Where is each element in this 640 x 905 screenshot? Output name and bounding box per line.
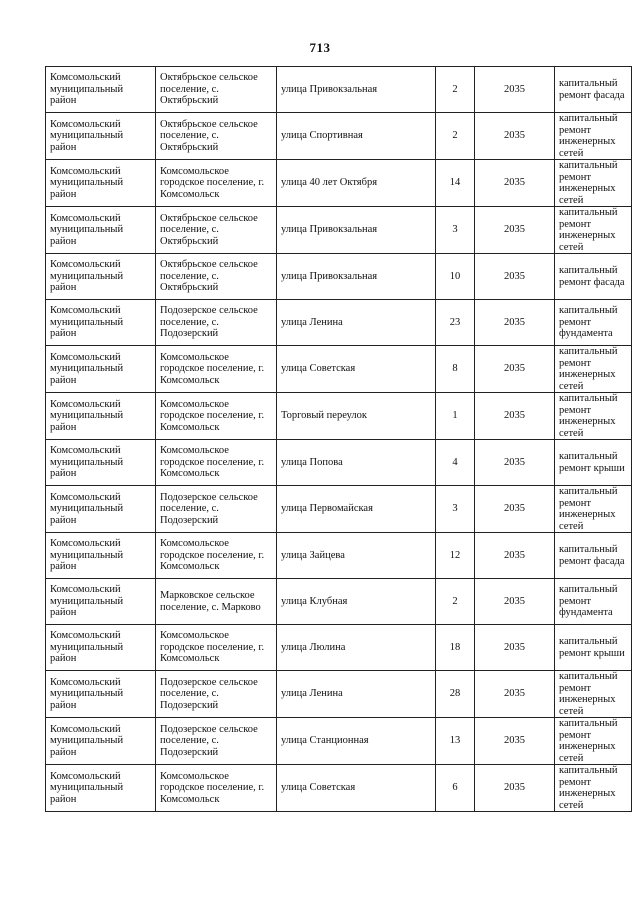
table-row xyxy=(46,579,632,625)
street-cell: улица Люлина xyxy=(277,625,436,671)
district-cell: Комсомольский муниципальный район xyxy=(46,625,156,671)
street-cell: улица Привокзальная xyxy=(277,254,436,300)
house-number-cell: 13 xyxy=(436,718,475,765)
district-cell: Комсомольский муниципальный район xyxy=(46,393,156,440)
house-number-cell: 10 xyxy=(436,254,475,300)
district-cell: Комсомольский муниципальный район xyxy=(46,113,156,160)
work-type-cell: капитальный ремонт фасада xyxy=(555,254,632,300)
work-type-cell: капитальный ремонт инженерных сетей xyxy=(555,207,632,254)
work-type-cell: капитальный ремонт инженерных сетей xyxy=(555,765,632,812)
year-cell: 2035 xyxy=(475,67,555,113)
year-cell: 2035 xyxy=(475,486,555,533)
settlement-cell: Октябрьское сельское поселение, с. Октябрьский xyxy=(156,207,277,254)
year-cell: 2035 xyxy=(475,300,555,346)
year-cell: 2035 xyxy=(475,625,555,671)
street-cell: улица 40 лет Октября xyxy=(277,160,436,207)
work-type-cell: капитальный ремонт инженерных сетей xyxy=(555,346,632,393)
district-cell: Комсомольский муниципальный район xyxy=(46,160,156,207)
district-cell: Комсомольский муниципальный район xyxy=(46,718,156,765)
house-number-cell: 2 xyxy=(436,113,475,160)
table-row xyxy=(46,393,632,440)
table-row xyxy=(46,533,632,579)
district-cell: Комсомольский муниципальный район xyxy=(46,486,156,533)
district-cell: Комсомольский муниципальный район xyxy=(46,579,156,625)
year-cell: 2035 xyxy=(475,765,555,812)
table-row xyxy=(46,300,632,346)
district-cell: Комсомольский муниципальный район xyxy=(46,533,156,579)
settlement-cell: Комсомольское городское поселение, г. Комсомольск xyxy=(156,533,277,579)
work-type-cell: капитальный ремонт инженерных сетей xyxy=(555,671,632,718)
district-cell: Комсомольский муниципальный район xyxy=(46,300,156,346)
house-number-cell: 1 xyxy=(436,393,475,440)
street-cell: улица Станционная xyxy=(277,718,436,765)
settlement-cell: Подозерское сельское поселение, с. Подозерский xyxy=(156,671,277,718)
district-cell: Комсомольский муниципальный район xyxy=(46,671,156,718)
table-row xyxy=(46,671,632,718)
house-number-cell: 18 xyxy=(436,625,475,671)
street-cell: Торговый переулок xyxy=(277,393,436,440)
settlement-cell: Октябрьское сельское поселение, с. Октябрьский xyxy=(156,67,277,113)
settlement-cell: Комсомольское городское поселение, г. Комсомольск xyxy=(156,625,277,671)
district-cell: Комсомольский муниципальный район xyxy=(46,254,156,300)
table-row xyxy=(46,486,632,533)
street-cell: улица Первомайская xyxy=(277,486,436,533)
table-row xyxy=(46,113,632,160)
settlement-cell: Комсомольское городское поселение, г. Комсомольск xyxy=(156,346,277,393)
street-cell: улица Привокзальная xyxy=(277,207,436,254)
house-number-cell: 6 xyxy=(436,765,475,812)
work-type-cell: капитальный ремонт крыши xyxy=(555,625,632,671)
settlement-cell: Марковское сельское поселение, с. Марково xyxy=(156,579,277,625)
settlement-cell: Комсомольское городское поселение, г. Комсомольск xyxy=(156,160,277,207)
settlement-cell: Комсомольское городское поселение, г. Комсомольск xyxy=(156,765,277,812)
table-row xyxy=(46,346,632,393)
year-cell: 2035 xyxy=(475,440,555,486)
work-type-cell: капитальный ремонт фасада xyxy=(555,67,632,113)
house-number-cell: 14 xyxy=(436,160,475,207)
settlement-cell: Комсомольское городское поселение, г. Комсомольск xyxy=(156,393,277,440)
settlement-cell: Подозерское сельское поселение, с. Подозерский xyxy=(156,486,277,533)
year-cell: 2035 xyxy=(475,207,555,254)
work-type-cell: капитальный ремонт фасада xyxy=(555,533,632,579)
street-cell: улица Привокзальная xyxy=(277,67,436,113)
street-cell: улица Спортивная xyxy=(277,113,436,160)
year-cell: 2035 xyxy=(475,113,555,160)
house-number-cell: 3 xyxy=(436,486,475,533)
settlement-cell: Комсомольское городское поселение, г. Комсомольск xyxy=(156,440,277,486)
year-cell: 2035 xyxy=(475,346,555,393)
street-cell: улица Советская xyxy=(277,346,436,393)
work-type-cell: капитальный ремонт инженерных сетей xyxy=(555,113,632,160)
settlement-cell: Октябрьское сельское поселение, с. Октябрьский xyxy=(156,113,277,160)
table-row xyxy=(46,765,632,812)
table-row xyxy=(46,67,632,113)
settlement-cell: Подозерское сельское поселение, с. Подозерский xyxy=(156,300,277,346)
street-cell: улица Клубная xyxy=(277,579,436,625)
page-number: 713 xyxy=(309,40,331,55)
house-number-cell: 3 xyxy=(436,207,475,254)
house-number-cell: 12 xyxy=(436,533,475,579)
work-type-cell: капитальный ремонт фундамента xyxy=(555,579,632,625)
year-cell: 2035 xyxy=(475,254,555,300)
table-row xyxy=(46,254,632,300)
year-cell: 2035 xyxy=(475,718,555,765)
district-cell: Комсомольский муниципальный район xyxy=(46,207,156,254)
year-cell: 2035 xyxy=(475,671,555,718)
house-number-cell: 2 xyxy=(436,579,475,625)
house-number-cell: 2 xyxy=(436,67,475,113)
district-cell: Комсомольский муниципальный район xyxy=(46,346,156,393)
work-type-cell: капитальный ремонт крыши xyxy=(555,440,632,486)
work-type-cell: капитальный ремонт инженерных сетей xyxy=(555,393,632,440)
year-cell: 2035 xyxy=(475,393,555,440)
street-cell: улица Попова xyxy=(277,440,436,486)
work-type-cell: капитальный ремонт фундамента xyxy=(555,300,632,346)
work-type-cell: капитальный ремонт инженерных сетей xyxy=(555,486,632,533)
table-row xyxy=(46,625,632,671)
work-type-cell: капитальный ремонт инженерных сетей xyxy=(555,718,632,765)
house-number-cell: 23 xyxy=(436,300,475,346)
district-cell: Комсомольский муниципальный район xyxy=(46,67,156,113)
year-cell: 2035 xyxy=(475,533,555,579)
table-row xyxy=(46,207,632,254)
house-number-cell: 28 xyxy=(436,671,475,718)
work-type-cell: капитальный ремонт инженерных сетей xyxy=(555,160,632,207)
street-cell: улица Советская xyxy=(277,765,436,812)
street-cell: улица Ленина xyxy=(277,300,436,346)
year-cell: 2035 xyxy=(475,579,555,625)
table-body xyxy=(46,67,632,812)
year-cell: 2035 xyxy=(475,160,555,207)
table-row xyxy=(46,718,632,765)
house-number-cell: 8 xyxy=(436,346,475,393)
street-cell: улица Зайцева xyxy=(277,533,436,579)
settlement-cell: Октябрьское сельское поселение, с. Октябрьский xyxy=(156,254,277,300)
table-row xyxy=(46,160,632,207)
settlement-cell: Подозерское сельское поселение, с. Подозерский xyxy=(156,718,277,765)
district-cell: Комсомольский муниципальный район xyxy=(46,440,156,486)
house-number-cell: 4 xyxy=(436,440,475,486)
district-cell: Комсомольский муниципальный район xyxy=(46,765,156,812)
street-cell: улица Ленина xyxy=(277,671,436,718)
housing-repair-table xyxy=(45,66,632,812)
table-row xyxy=(46,440,632,486)
